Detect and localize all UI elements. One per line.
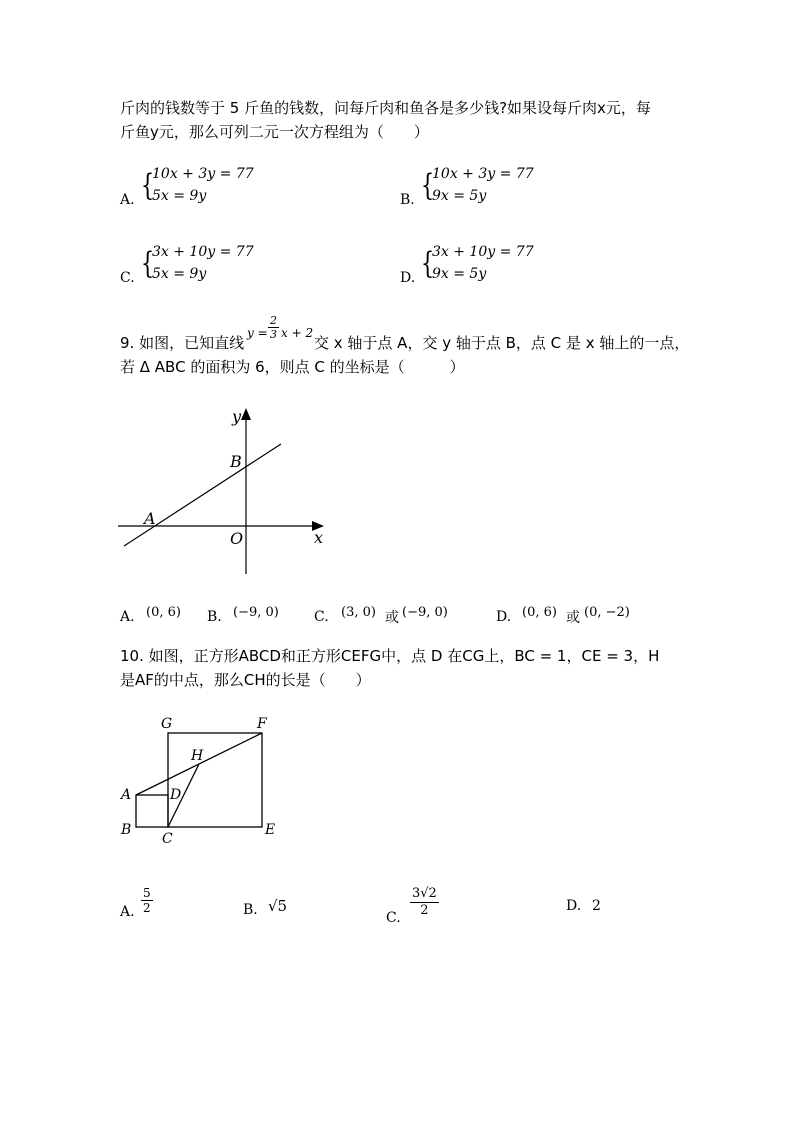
fraction-numerator: 5 [143, 886, 151, 900]
q10-stem-line2: 是AF的中点，那么CH的长是（ ） [120, 671, 371, 689]
line-ab [124, 444, 281, 546]
q9-option-c-value1[interactable]: (3, 0) [341, 605, 376, 620]
q10-option-a-label[interactable]: A. [120, 904, 135, 920]
equation-2: 5x = 9y [152, 266, 207, 282]
equation-2: 5x = 9y [152, 188, 207, 204]
q9-eq-lhs: y = [247, 326, 268, 340]
q9-coordinate-figure [110, 400, 340, 580]
label-a: A [121, 787, 132, 803]
option-label: D. [400, 270, 416, 286]
q9-stem-line2: 若 Δ ABC 的面积为 6，则点 C 的坐标是（ ） [120, 358, 465, 376]
q9-option-c-or: 或 [385, 610, 399, 626]
q10-squares-figure [115, 710, 295, 850]
label-f: F [257, 716, 267, 732]
brace-icon: { [140, 246, 155, 281]
q10-option-d-label[interactable]: D. [566, 898, 582, 914]
q9-option-a-label[interactable]: A. [120, 609, 135, 625]
q10-option-b-value[interactable]: √5 [268, 897, 288, 915]
brace-icon: { [140, 168, 155, 203]
brace-icon: { [420, 246, 435, 281]
q8-stem-line2: 斤鱼y元，那么可列二元一次方程组为（ ） [120, 123, 429, 141]
fraction-denominator: 2 [143, 901, 151, 915]
q9-option-b-label[interactable]: B. [207, 609, 222, 625]
equation-1: 3x + 10y = 77 [432, 244, 534, 260]
label-g: G [161, 716, 173, 732]
q9-prefix: 9. 如图，已知直线 [120, 334, 245, 352]
label-d: D [170, 787, 182, 803]
equation-2: 9x = 5y [432, 188, 487, 204]
label-b: B [121, 822, 132, 838]
q9-option-c-value2[interactable]: (−9, 0) [402, 605, 448, 620]
label-b: B [230, 452, 242, 471]
q9-option-d-label[interactable]: D. [496, 609, 512, 625]
label-a: A [144, 509, 156, 528]
label-c: C [162, 831, 173, 847]
q9-option-c-label[interactable]: C. [314, 609, 329, 625]
square-cefg [168, 733, 262, 827]
label-h: H [191, 748, 204, 764]
q9-eq-fraction [268, 314, 279, 341]
fraction-numerator: 2 [270, 314, 277, 327]
q9-option-d-value1[interactable]: (0, 6) [522, 605, 557, 620]
equation-2: 9x = 5y [432, 266, 487, 282]
y-axis-arrow-icon [241, 408, 251, 420]
q10-option-a-fraction[interactable] [141, 886, 153, 915]
q9-option-d-value2[interactable]: (0, −2) [584, 605, 630, 620]
q9-eq-rhs: x + 2 [281, 326, 314, 340]
brace-icon: { [420, 168, 435, 203]
label-e: E [265, 822, 276, 838]
label-o: O [230, 529, 244, 548]
q10-option-b-label[interactable]: B. [243, 902, 258, 918]
label-x: x [314, 528, 324, 547]
q8-stem-line1: 斤肉的钱数等于 5 斤鱼的钱数，问每斤肉和鱼各是多少钱?如果设每斤肉x元，每 [120, 99, 651, 117]
equation-1: 3x + 10y = 77 [152, 244, 254, 260]
fraction-denominator: 2 [420, 903, 429, 918]
label-y: y [232, 407, 242, 426]
q9-stem-line1-rest: 交 x 轴于点 A，交 y 轴于点 B，点 C 是 x 轴上的一点， [314, 334, 690, 352]
q9-option-a-value[interactable]: (0, 6) [146, 605, 181, 620]
fraction-denominator: 3 [270, 328, 277, 341]
q9-option-b-value[interactable]: (−9, 0) [233, 605, 279, 620]
option-label: B. [400, 192, 415, 208]
equation-1: 10x + 3y = 77 [152, 166, 254, 182]
q10-option-c-fraction[interactable] [410, 886, 439, 919]
option-label: C. [120, 270, 135, 286]
equation-1: 10x + 3y = 77 [432, 166, 534, 182]
fraction-numerator: 3√2 [412, 886, 437, 901]
q10-option-d-value[interactable]: 2 [592, 898, 601, 914]
option-label: A. [120, 192, 135, 208]
square-abcd [136, 795, 168, 827]
q10-stem-line1: 10. 如图，正方形ABCD和正方形CEFG中，点 D 在CG上，BC = 1，CE = 3，H [120, 647, 660, 665]
q10-option-c-label[interactable]: C. [386, 910, 401, 926]
q9-option-d-or: 或 [566, 610, 580, 626]
